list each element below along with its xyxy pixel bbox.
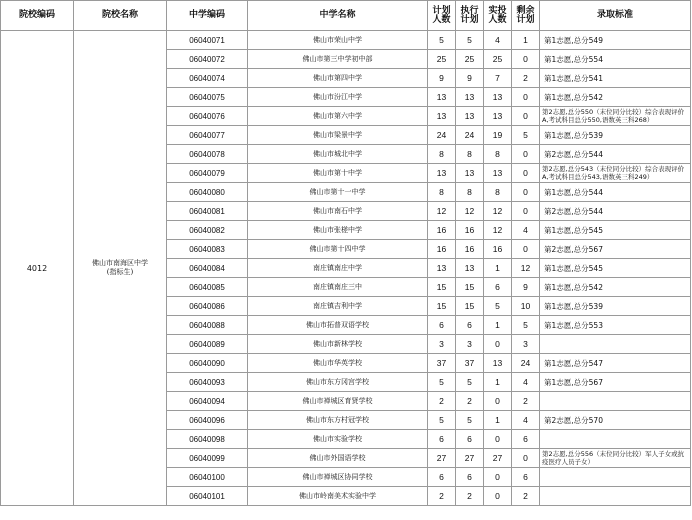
col-school-name: 院校名称 bbox=[74, 1, 167, 31]
actual-admit: 12 bbox=[484, 202, 512, 221]
remaining-plan: 5 bbox=[512, 316, 540, 335]
middle-school-name: 佛山市第十中学 bbox=[248, 164, 428, 183]
table-body bbox=[1, 31, 691, 506]
actual-admit: 8 bbox=[484, 145, 512, 164]
middle-school-code: 06040090 bbox=[167, 354, 248, 373]
middle-school-name: 佛山市实验学校 bbox=[248, 430, 428, 449]
remaining-plan: 0 bbox=[512, 202, 540, 221]
admission-standard: 第1志愿,总分544 bbox=[540, 183, 691, 202]
remaining-plan: 12 bbox=[512, 259, 540, 278]
plan-count: 13 bbox=[428, 107, 456, 126]
admission-standard: 第1志愿,总分545 bbox=[540, 221, 691, 240]
plan-count: 15 bbox=[428, 278, 456, 297]
exec-plan: 2 bbox=[456, 487, 484, 506]
remaining-plan: 2 bbox=[512, 392, 540, 411]
plan-count: 2 bbox=[428, 487, 456, 506]
actual-admit: 6 bbox=[484, 278, 512, 297]
remaining-plan: 6 bbox=[512, 430, 540, 449]
middle-school-code: 06040086 bbox=[167, 297, 248, 316]
exec-plan: 13 bbox=[456, 259, 484, 278]
col-admission-standard: 录取标准 bbox=[540, 1, 691, 31]
admission-standard: 第2志愿,总分570 bbox=[540, 411, 691, 430]
middle-school-name: 佛山市梁景中学 bbox=[248, 126, 428, 145]
admission-standard: 第1志愿,总分542 bbox=[540, 278, 691, 297]
admission-standard bbox=[540, 468, 691, 487]
middle-school-name: 佛山市南石中学 bbox=[248, 202, 428, 221]
admission-standard: 第1志愿,总分553 bbox=[540, 316, 691, 335]
plan-count: 13 bbox=[428, 164, 456, 183]
admission-standard: 第1志愿,总分567 bbox=[540, 373, 691, 392]
middle-school-code: 06040079 bbox=[167, 164, 248, 183]
group-school-code: 4012 bbox=[1, 31, 74, 506]
plan-count: 6 bbox=[428, 430, 456, 449]
middle-school-name: 南庄镇南庄三中 bbox=[248, 278, 428, 297]
exec-plan: 3 bbox=[456, 335, 484, 354]
remaining-plan: 24 bbox=[512, 354, 540, 373]
remaining-plan: 5 bbox=[512, 126, 540, 145]
middle-school-code: 06040081 bbox=[167, 202, 248, 221]
actual-admit: 13 bbox=[484, 354, 512, 373]
plan-count: 16 bbox=[428, 240, 456, 259]
middle-school-code: 06040089 bbox=[167, 335, 248, 354]
middle-school-code: 06040101 bbox=[167, 487, 248, 506]
col-actual-admit: 实投 人数 bbox=[484, 1, 512, 31]
plan-count: 8 bbox=[428, 183, 456, 202]
remaining-plan: 10 bbox=[512, 297, 540, 316]
middle-school-code: 06040072 bbox=[167, 50, 248, 69]
plan-count: 6 bbox=[428, 316, 456, 335]
admission-standard: 第2志愿,总分544 bbox=[540, 202, 691, 221]
plan-count: 16 bbox=[428, 221, 456, 240]
middle-school-code: 06040094 bbox=[167, 392, 248, 411]
middle-school-name: 佛山市第十四中学 bbox=[248, 240, 428, 259]
middle-school-code: 06040085 bbox=[167, 278, 248, 297]
middle-school-code: 06040075 bbox=[167, 88, 248, 107]
admission-standard: 第1志愿,总分542 bbox=[540, 88, 691, 107]
middle-school-name: 佛山市第六中学 bbox=[248, 107, 428, 126]
actual-admit: 5 bbox=[484, 297, 512, 316]
actual-admit: 25 bbox=[484, 50, 512, 69]
middle-school-code: 06040074 bbox=[167, 69, 248, 88]
admission-standard: 第2志愿,总分567 bbox=[540, 240, 691, 259]
admission-standard bbox=[540, 335, 691, 354]
admission-standard: 第1志愿,总分549 bbox=[540, 31, 691, 50]
plan-count: 8 bbox=[428, 145, 456, 164]
remaining-plan: 0 bbox=[512, 50, 540, 69]
middle-school-code: 06040099 bbox=[167, 449, 248, 468]
plan-count: 25 bbox=[428, 50, 456, 69]
exec-plan: 6 bbox=[456, 430, 484, 449]
actual-admit: 13 bbox=[484, 107, 512, 126]
admission-standard: 第1志愿,总分547 bbox=[540, 354, 691, 373]
col-school-code: 院校编码 bbox=[1, 1, 74, 31]
plan-count: 2 bbox=[428, 392, 456, 411]
plan-count: 37 bbox=[428, 354, 456, 373]
middle-school-code: 06040098 bbox=[167, 430, 248, 449]
middle-school-name: 佛山市禅城区协同学校 bbox=[248, 468, 428, 487]
remaining-plan: 0 bbox=[512, 88, 540, 107]
admission-standard bbox=[540, 430, 691, 449]
exec-plan: 24 bbox=[456, 126, 484, 145]
middle-school-code: 06040076 bbox=[167, 107, 248, 126]
middle-school-name: 佛山市岭南美术实验中学 bbox=[248, 487, 428, 506]
exec-plan: 5 bbox=[456, 373, 484, 392]
actual-admit: 13 bbox=[484, 164, 512, 183]
exec-plan: 8 bbox=[456, 183, 484, 202]
remaining-plan: 2 bbox=[512, 69, 540, 88]
actual-admit: 7 bbox=[484, 69, 512, 88]
middle-school-code: 06040082 bbox=[167, 221, 248, 240]
plan-count: 15 bbox=[428, 297, 456, 316]
actual-admit: 4 bbox=[484, 31, 512, 50]
remaining-plan: 0 bbox=[512, 183, 540, 202]
actual-admit: 1 bbox=[484, 373, 512, 392]
actual-admit: 8 bbox=[484, 183, 512, 202]
actual-admit: 1 bbox=[484, 259, 512, 278]
remaining-plan: 3 bbox=[512, 335, 540, 354]
middle-school-name: 佛山市汾江中学 bbox=[248, 88, 428, 107]
actual-admit: 16 bbox=[484, 240, 512, 259]
actual-admit: 13 bbox=[484, 88, 512, 107]
table-row bbox=[1, 31, 691, 50]
remaining-plan: 0 bbox=[512, 145, 540, 164]
middle-school-name: 佛山市禅城区育贤学校 bbox=[248, 392, 428, 411]
middle-school-name: 佛山市第三中学初中部 bbox=[248, 50, 428, 69]
plan-count: 6 bbox=[428, 468, 456, 487]
remaining-plan: 1 bbox=[512, 31, 540, 50]
exec-plan: 16 bbox=[456, 221, 484, 240]
plan-count: 13 bbox=[428, 259, 456, 278]
actual-admit: 0 bbox=[484, 392, 512, 411]
exec-plan: 8 bbox=[456, 145, 484, 164]
exec-plan: 37 bbox=[456, 354, 484, 373]
exec-plan: 2 bbox=[456, 392, 484, 411]
admission-standard: 第1志愿,总分539 bbox=[540, 297, 691, 316]
remaining-plan: 4 bbox=[512, 373, 540, 392]
middle-school-code: 06040093 bbox=[167, 373, 248, 392]
admission-standard: 第2志愿,总分543（末位同分比较）综合表现评价A,考试科目总分543,语数英三科249） bbox=[540, 164, 691, 183]
exec-plan: 5 bbox=[456, 411, 484, 430]
plan-count: 5 bbox=[428, 373, 456, 392]
exec-plan: 6 bbox=[456, 468, 484, 487]
admission-standard: 第2志愿,总分544 bbox=[540, 145, 691, 164]
remaining-plan: 4 bbox=[512, 221, 540, 240]
admission-standard bbox=[540, 392, 691, 411]
admission-standard: 第1志愿,总分545 bbox=[540, 259, 691, 278]
plan-count: 5 bbox=[428, 411, 456, 430]
middle-school-code: 06040083 bbox=[167, 240, 248, 259]
exec-plan: 15 bbox=[456, 297, 484, 316]
middle-school-code: 06040078 bbox=[167, 145, 248, 164]
plan-count: 13 bbox=[428, 88, 456, 107]
admission-standard bbox=[540, 487, 691, 506]
exec-plan: 27 bbox=[456, 449, 484, 468]
exec-plan: 15 bbox=[456, 278, 484, 297]
admission-standard: 第1志愿,总分539 bbox=[540, 126, 691, 145]
exec-plan: 5 bbox=[456, 31, 484, 50]
middle-school-name: 佛山市张槎中学 bbox=[248, 221, 428, 240]
middle-school-code: 06040080 bbox=[167, 183, 248, 202]
admission-standard: 第1志愿,总分554 bbox=[540, 50, 691, 69]
remaining-plan: 6 bbox=[512, 468, 540, 487]
middle-school-name: 佛山市东方村冠学校 bbox=[248, 411, 428, 430]
actual-admit: 0 bbox=[484, 335, 512, 354]
middle-school-name: 佛山市第四中学 bbox=[248, 69, 428, 88]
middle-school-name: 佛山市华英学校 bbox=[248, 354, 428, 373]
actual-admit: 0 bbox=[484, 487, 512, 506]
middle-school-code: 06040077 bbox=[167, 126, 248, 145]
remaining-plan: 0 bbox=[512, 240, 540, 259]
remaining-plan: 0 bbox=[512, 107, 540, 126]
col-remaining-plan: 剩余 计划 bbox=[512, 1, 540, 31]
middle-school-code: 06040100 bbox=[167, 468, 248, 487]
middle-school-name: 佛山市外国语学校 bbox=[248, 449, 428, 468]
header-row bbox=[1, 1, 691, 31]
middle-school-name: 佛山市拓普双语学校 bbox=[248, 316, 428, 335]
col-middle-name: 中学名称 bbox=[248, 1, 428, 31]
admission-standard: 第2志愿,总分550（末位同分比较）综合表现评价A,考试科目总分550,语数英三科268） bbox=[540, 107, 691, 126]
actual-admit: 0 bbox=[484, 430, 512, 449]
middle-school-name: 佛山市新林学校 bbox=[248, 335, 428, 354]
actual-admit: 1 bbox=[484, 316, 512, 335]
col-exec-plan: 执行 计划 bbox=[456, 1, 484, 31]
remaining-plan: 0 bbox=[512, 449, 540, 468]
actual-admit: 0 bbox=[484, 468, 512, 487]
group-school-name: 佛山市南海区中学 (指标生) bbox=[74, 31, 167, 506]
actual-admit: 19 bbox=[484, 126, 512, 145]
plan-count: 27 bbox=[428, 449, 456, 468]
plan-count: 5 bbox=[428, 31, 456, 50]
remaining-plan: 0 bbox=[512, 164, 540, 183]
middle-school-name: 佛山市荣山中学 bbox=[248, 31, 428, 50]
middle-school-code: 06040096 bbox=[167, 411, 248, 430]
middle-school-name: 南庄镇南庄中学 bbox=[248, 259, 428, 278]
exec-plan: 6 bbox=[456, 316, 484, 335]
remaining-plan: 9 bbox=[512, 278, 540, 297]
exec-plan: 16 bbox=[456, 240, 484, 259]
actual-admit: 27 bbox=[484, 449, 512, 468]
exec-plan: 13 bbox=[456, 88, 484, 107]
middle-school-name: 佛山市城北中学 bbox=[248, 145, 428, 164]
middle-school-code: 06040071 bbox=[167, 31, 248, 50]
admission-standard: 第1志愿,总分541 bbox=[540, 69, 691, 88]
plan-count: 12 bbox=[428, 202, 456, 221]
middle-school-name: 佛山市第十一中学 bbox=[248, 183, 428, 202]
exec-plan: 25 bbox=[456, 50, 484, 69]
col-middle-code: 中学编码 bbox=[167, 1, 248, 31]
exec-plan: 9 bbox=[456, 69, 484, 88]
actual-admit: 12 bbox=[484, 221, 512, 240]
middle-school-code: 06040088 bbox=[167, 316, 248, 335]
col-plan-count: 计划 人数 bbox=[428, 1, 456, 31]
exec-plan: 13 bbox=[456, 164, 484, 183]
middle-school-name: 南庄镇吉利中学 bbox=[248, 297, 428, 316]
plan-count: 3 bbox=[428, 335, 456, 354]
plan-count: 24 bbox=[428, 126, 456, 145]
admission-standard: 第2志愿,总分556（末位同分比较）军人子女或抗疫医疗人员子女） bbox=[540, 449, 691, 468]
exec-plan: 13 bbox=[456, 107, 484, 126]
remaining-plan: 2 bbox=[512, 487, 540, 506]
remaining-plan: 4 bbox=[512, 411, 540, 430]
plan-count: 9 bbox=[428, 69, 456, 88]
middle-school-name: 佛山市东方冈宫学校 bbox=[248, 373, 428, 392]
exec-plan: 12 bbox=[456, 202, 484, 221]
middle-school-code: 06040084 bbox=[167, 259, 248, 278]
actual-admit: 1 bbox=[484, 411, 512, 430]
